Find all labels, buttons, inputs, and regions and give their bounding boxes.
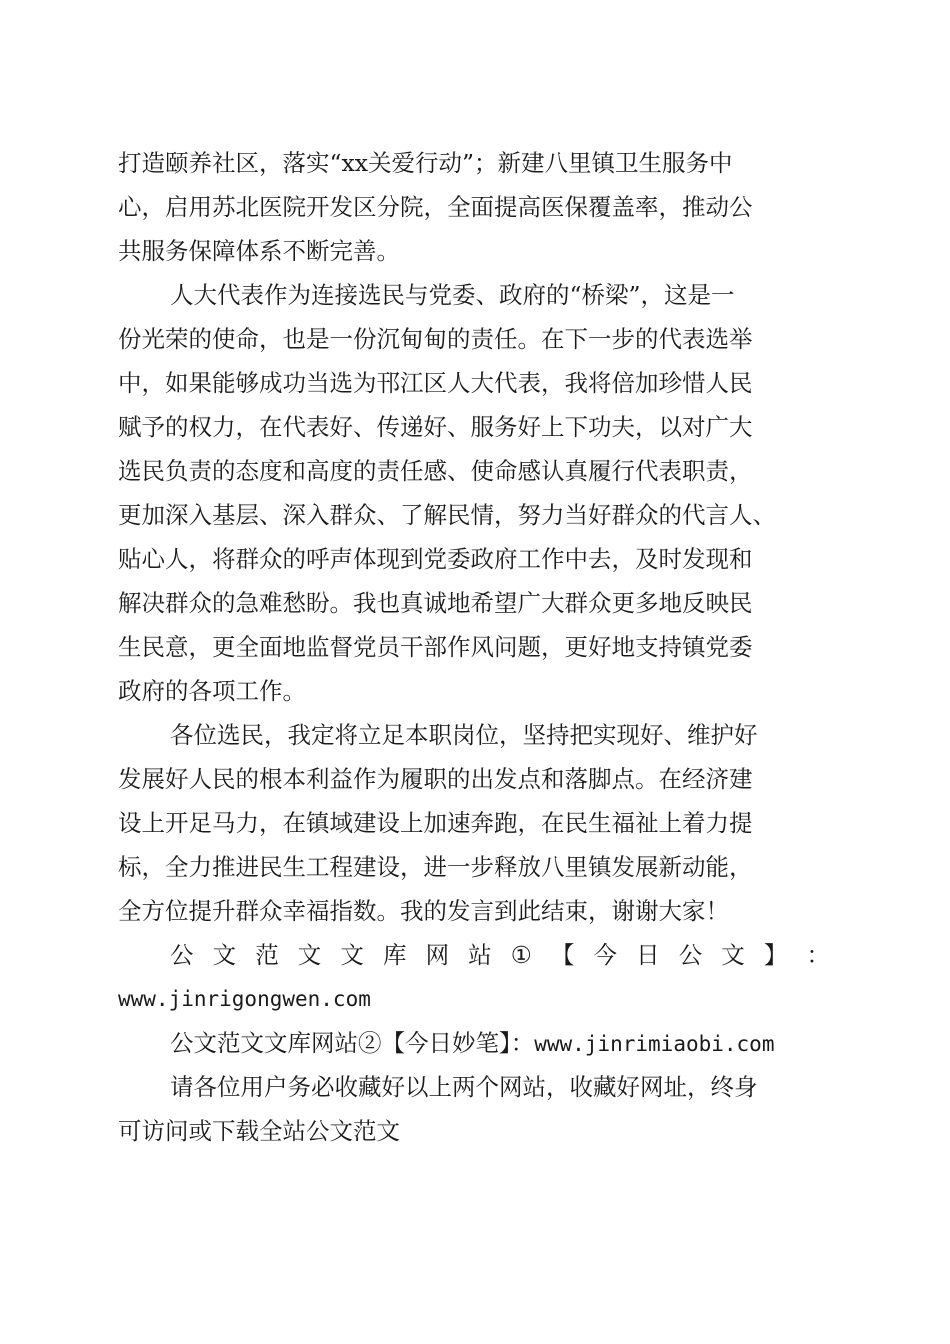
text-line: 各位选民，我定将立足本职岗位，坚持把实现好、维护好 xyxy=(170,721,758,749)
paragraph-3 xyxy=(118,713,830,933)
site1-token: ① xyxy=(510,941,532,969)
text-line: 设上开足马力，在镇域建设上加速奔跑，在民生福祉上着力提 xyxy=(118,809,753,837)
text-line: 赋予的权力，在代表好、传递好、服务好上下功夫，以对广大 xyxy=(118,413,753,441)
site1-token: 范 xyxy=(255,941,279,969)
document-body xyxy=(118,141,830,1153)
site1-token: 公 xyxy=(678,941,703,969)
text-line: 标，全力推进民生工程建设，进一步释放八里镇发展新动能， xyxy=(118,853,753,881)
text-line: 人大代表作为连接选民与党委、政府的“桥梁”，这是一 xyxy=(170,281,735,309)
site1-heading xyxy=(118,933,830,977)
site1-token: 文 xyxy=(297,941,322,969)
text-line: 发展好人民的根本利益作为履职的出发点和落脚点。在经济建 xyxy=(118,765,753,793)
text-line: 打造颐养社区，落实“xx关爱行动”；新建八里镇卫生服务中 xyxy=(118,149,733,177)
site2-line xyxy=(118,1021,830,1065)
site1-token: 文 xyxy=(212,941,237,969)
footer-links xyxy=(118,933,830,1153)
site1-url: www.jinrigongwen.com xyxy=(118,987,371,1011)
text-line: 更加深入基层、深入群众、了解民情，努力当好群众的代言人、 xyxy=(118,501,776,529)
text-line: 选民负责的态度和高度的责任感、使命感认真履行代表职责， xyxy=(118,457,753,485)
site1-token: 文 xyxy=(340,941,364,969)
site1-token: 公 xyxy=(170,941,194,969)
site1-token: 库 xyxy=(382,941,407,969)
site2-url: www.jinrimiaobi.com xyxy=(534,1032,775,1056)
site1-token: 网 xyxy=(425,941,450,969)
text-line: 份光荣的使命，也是一份沉甸甸的责任。在下一步的代表选举 xyxy=(118,325,753,353)
site1-token: 文 xyxy=(721,941,745,969)
site1-token: 】 xyxy=(763,941,788,969)
text-line: 全方位提升群众幸福指数。我的发言到此结束，谢谢大家！ xyxy=(118,897,729,925)
notice-line: 可访问或下载全站公文范文 xyxy=(118,1117,400,1145)
paragraph-1 xyxy=(118,141,830,273)
text-line: 心，启用苏北医院开发区分院，全面提高医保覆盖率，推动公 xyxy=(118,193,753,221)
site1-token: 站 xyxy=(468,941,492,969)
text-line: 共服务保障体系不断完善。 xyxy=(118,237,400,265)
text-line: 贴心人，将群众的呼声体现到党委政府工作中去，及时发现和 xyxy=(118,545,753,573)
notice-line: 请各位用户务必收藏好以上两个网站，收藏好网址，终身 xyxy=(170,1073,758,1101)
text-line: 中，如果能够成功当选为邗江区人大代表，我将倍加珍惜人民 xyxy=(118,369,753,397)
site2-prefix: 公文范文文库网站②【今日妙笔】： xyxy=(170,1029,535,1057)
text-line: 解决群众的急难愁盼。我也真诚地希望广大群众更多地反映民 xyxy=(118,589,753,617)
site1-token: ： xyxy=(806,941,830,969)
site1-token: 【 xyxy=(550,941,575,969)
text-line: 生民意，更全面地监督党员干部作风问题，更好地支持镇党委 xyxy=(118,633,753,661)
text-line: 政府的各项工作。 xyxy=(118,677,306,705)
site1-token: 今 xyxy=(593,941,618,969)
site1-token: 日 xyxy=(636,941,660,969)
paragraph-2 xyxy=(118,273,830,713)
